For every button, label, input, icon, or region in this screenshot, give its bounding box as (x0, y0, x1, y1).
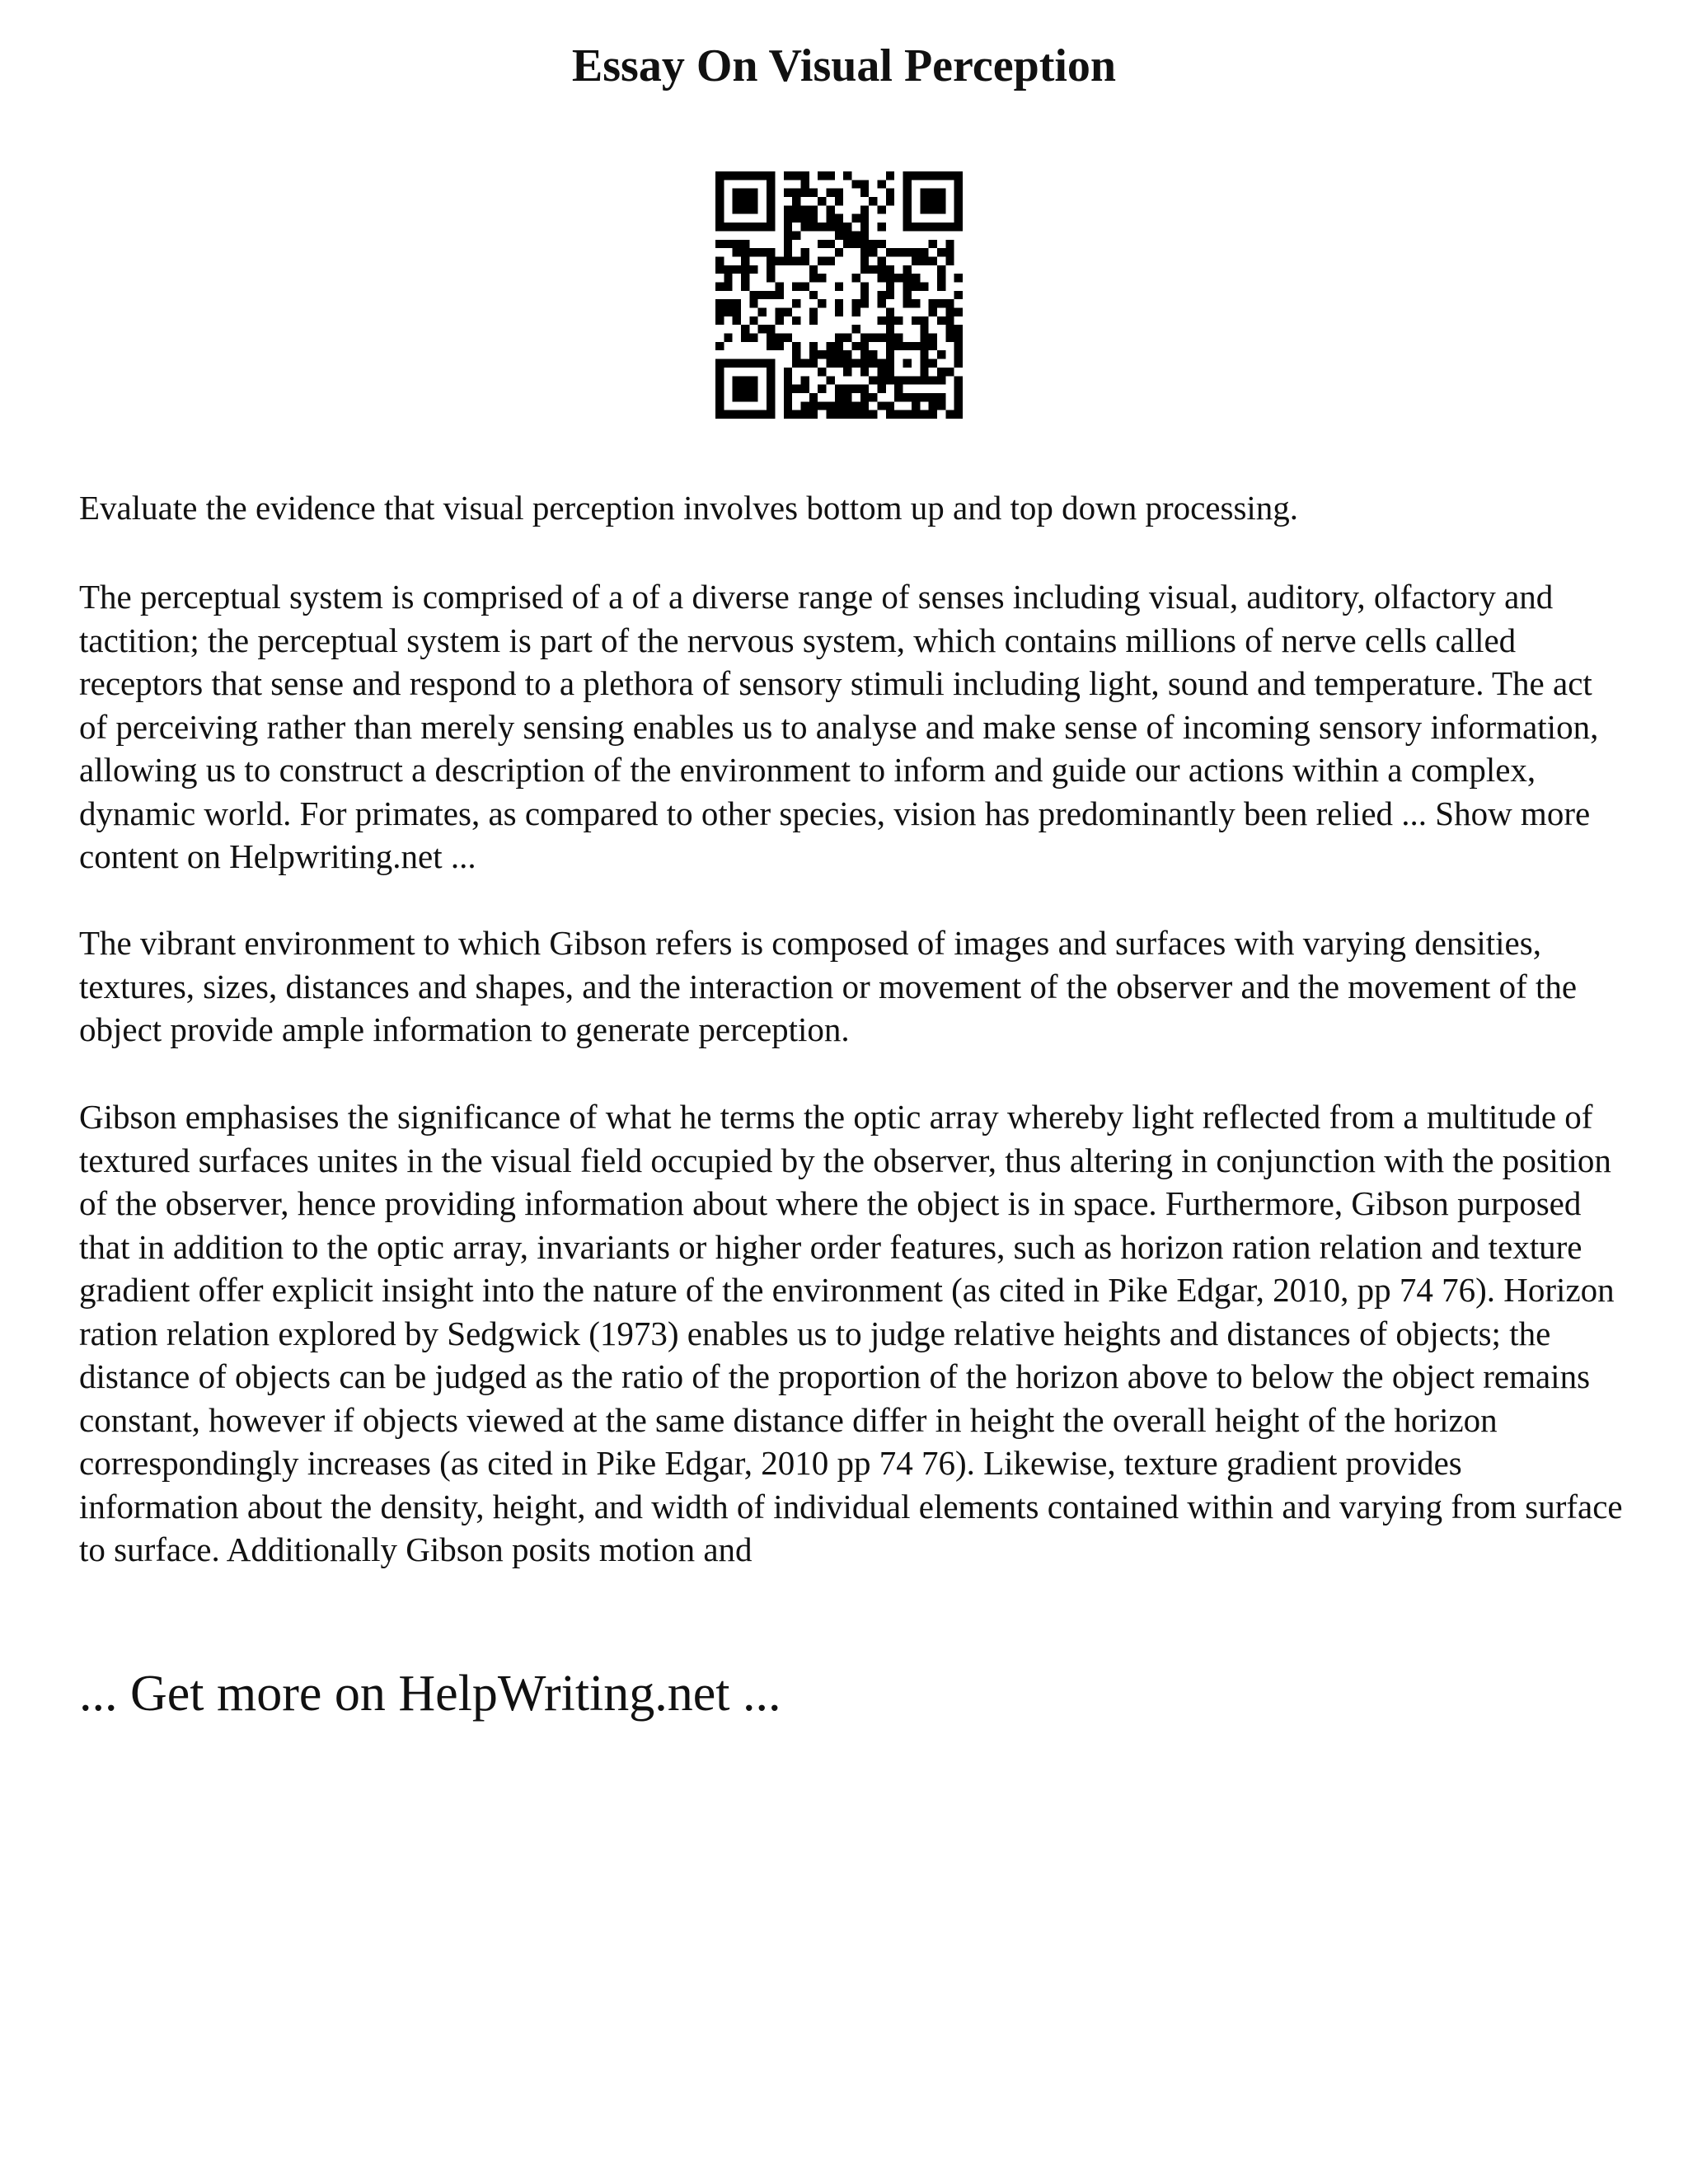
qr-code (715, 171, 963, 419)
paragraph-1: The perceptual system is comprised of a of a diverse range of senses including visual, auditory, olfactory and tactition; the perceptual system is part of the nervous system, which contains millions of nerve cells called receptors that sense and respond to a plethora of sensory stimuli including light, sound and temperature. The act of perceiving rather than merely sensing enables us to analyse and make sense of incoming sensory information, allowing us to construct a description of the environment to inform and guide our actions within a complex, dynamic world. For primates, as compared to other species, vision has predominantly been relied ... Show more content on Helpwriting.net ... (79, 578, 1599, 875)
paragraph-2: The vibrant environment to which Gibson refers is composed of images and surfaces with varying densities, textures, sizes, distances and shapes, and the interaction or movement of the observer and the movement of the object provide ample information to generate perception. (79, 924, 1578, 1048)
get-more-link[interactable]: ... Get more on HelpWriting.net ... (79, 1666, 781, 1722)
qr-code-image (715, 171, 963, 419)
intro-text: Evaluate the evidence that visual perception involves bottom up and top down processing. (79, 489, 1299, 527)
document-title: Essay On Visual Perception (571, 40, 1117, 91)
paragraph-3: Gibson emphasises the significance of what he terms the optic array whereby light reflected from a multitude of textured surfaces unites in the visual field occupied by the observer, thus altering in conjunction with the position of the observer, hence providing information about where the object is in space. Furthermore, Gibson purposed that in addition to the optic array, invariants or higher order features, such as horizon ration relation and texture gradient offer explicit insight into the nature of the environment (as cited in Pike Edgar, 2010, pp 74 76). Horizon ration relation explored by Sedgwick (1973) enables us to judge relative heights and distances of objects; the distance of objects can be judged as the ratio of the proportion of the horizon above to below the object remains constant, however if objects viewed at the same distance differ in height the overall height of the horizon correspondingly increases (as cited in Pike Edgar, 2010 pp 74 76). Likewise, texture gradient provides information about the density, height, and width of individual elements contained within and varying from surface to surface. Additionally Gibson posits motion and (79, 1098, 1623, 1568)
